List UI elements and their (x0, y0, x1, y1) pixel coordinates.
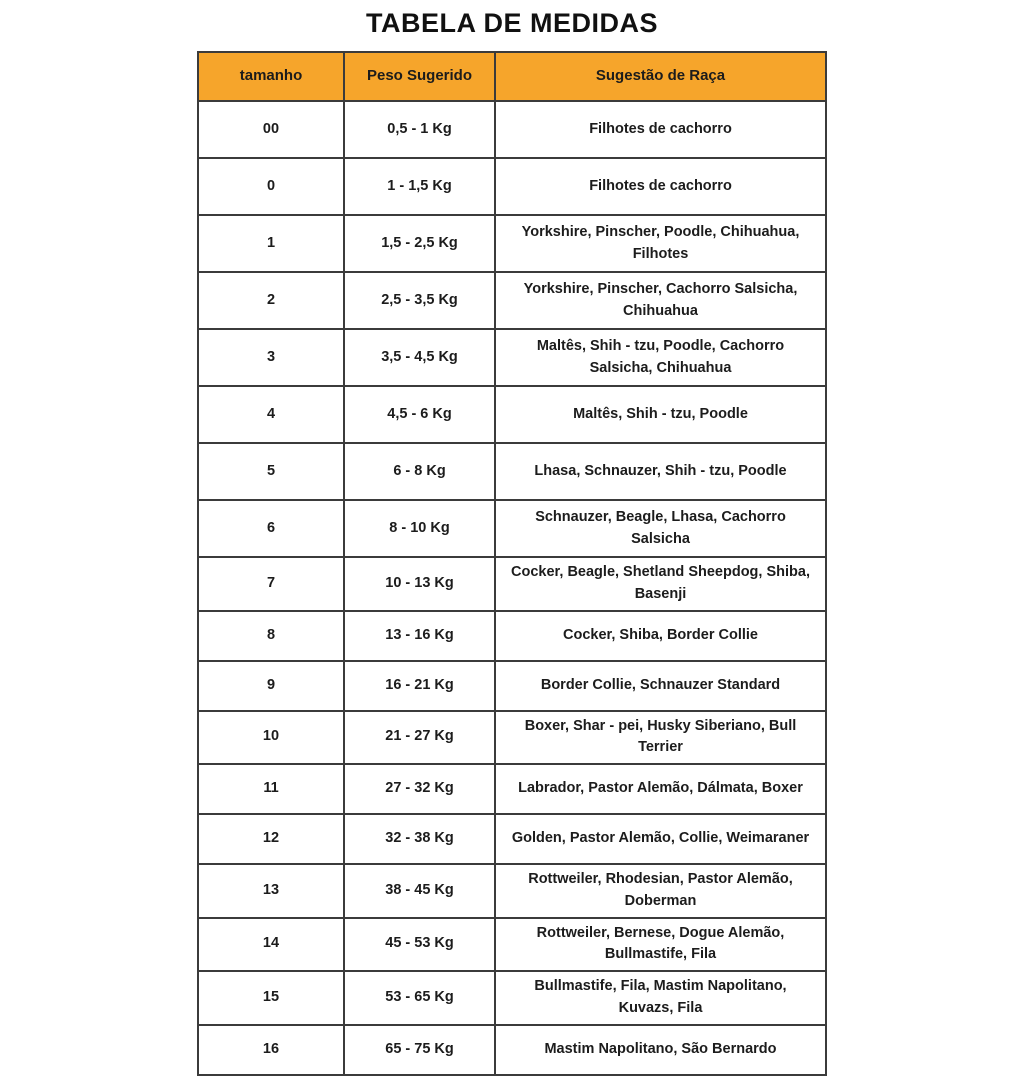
size-cell: 8 (199, 612, 345, 660)
size-cell: 00 (199, 102, 345, 157)
weight-cell: 27 - 32 Kg (345, 765, 496, 813)
weight-cell: 38 - 45 Kg (345, 865, 496, 917)
table-row (199, 917, 825, 971)
table-body (199, 100, 825, 1074)
size-cell: 1 (199, 216, 345, 271)
weight-cell: 21 - 27 Kg (345, 712, 496, 764)
size-cell: 0 (199, 159, 345, 214)
size-cell: 10 (199, 712, 345, 764)
size-cell: 4 (199, 387, 345, 442)
breeds-cell: Bullmastife, Fila, Mastim Napolitano, Kuvazs, Fila (534, 978, 787, 1016)
size-cell: 6 (199, 501, 345, 556)
weight-cell: 3,5 - 4,5 Kg (345, 330, 496, 385)
size-table (197, 51, 827, 1076)
size-cell: 5 (199, 444, 345, 499)
size-cell: 12 (199, 815, 345, 863)
table-row (199, 710, 825, 764)
size-cell: 15 (199, 972, 345, 1024)
table-row (199, 157, 825, 214)
weight-cell: 13 - 16 Kg (345, 612, 496, 660)
weight-cell: 6 - 8 Kg (345, 444, 496, 499)
breeds-cell: Filhotes de cachorro (589, 120, 732, 137)
weight-cell: 65 - 75 Kg (345, 1026, 496, 1074)
page-title: TABELA DE MEDIDAS (366, 8, 658, 38)
breeds-cell: Golden, Pastor Alemão, Collie, Weimaraner (511, 830, 810, 847)
size-cell: 14 (199, 919, 345, 971)
breeds-cell: Schnauzer, Beagle, Lhasa, Cachorro Salsicha (535, 508, 786, 547)
column-header-size: tamanho (199, 53, 345, 100)
table-row (199, 499, 825, 556)
weight-cell: 2,5 - 3,5 Kg (345, 273, 496, 328)
breeds-cell: Border Collie, Schnauzer Standard (540, 676, 781, 693)
size-cell: 7 (199, 558, 345, 610)
size-cell: 3 (199, 330, 345, 385)
breeds-cell: Cocker, Beagle, Shetland Sheepdog, Shiba, Basenji (511, 564, 810, 602)
table-row (199, 763, 825, 813)
breeds-cell: Cocker, Shiba, Border Collie (563, 626, 758, 643)
breeds-cell: Yorkshire, Pinscher, Cachorro Salsicha, Chihuahua (523, 280, 798, 319)
table-row (199, 863, 825, 917)
breeds-cell: Maltês, Shih - tzu, Poodle, Cachorro Salsicha, Chihuahua (536, 337, 785, 376)
table-header-row (199, 53, 825, 100)
weight-cell: 53 - 65 Kg (345, 972, 496, 1024)
weight-cell: 4,5 - 6 Kg (345, 387, 496, 442)
breeds-cell: Mastim Napolitano, São Bernardo (544, 1040, 777, 1057)
size-cell: 9 (199, 662, 345, 710)
table-row (199, 610, 825, 660)
table-row (199, 813, 825, 863)
table-row (199, 385, 825, 442)
column-header-weight: Peso Sugerido (345, 53, 496, 100)
table-row (199, 271, 825, 328)
table-row (199, 970, 825, 1024)
column-header-breeds: Sugestão de Raça (496, 53, 825, 100)
table-row (199, 214, 825, 271)
table-row (199, 442, 825, 499)
size-cell: 13 (199, 865, 345, 917)
breeds-cell: Yorkshire, Pinscher, Poodle, Chihuahua, Filhotes (521, 223, 800, 262)
weight-cell: 0,5 - 1 Kg (345, 102, 496, 157)
breeds-cell: Maltês, Shih - tzu, Poodle (573, 405, 748, 422)
weight-cell: 16 - 21 Kg (345, 662, 496, 710)
size-cell: 16 (199, 1026, 345, 1074)
breeds-cell: Filhotes de cachorro (589, 177, 732, 194)
table-row (199, 660, 825, 710)
size-cell: 11 (199, 765, 345, 813)
weight-cell: 8 - 10 Kg (345, 501, 496, 556)
table-row (199, 556, 825, 610)
table-row (199, 328, 825, 385)
breeds-cell: Boxer, Shar - pei, Husky Siberiano, Bull Terrier (524, 717, 797, 756)
weight-cell: 10 - 13 Kg (345, 558, 496, 610)
size-cell: 2 (199, 273, 345, 328)
weight-cell: 1 - 1,5 Kg (345, 159, 496, 214)
breeds-cell: Lhasa, Schnauzer, Shih - tzu, Poodle (534, 462, 787, 479)
breeds-cell: Rottweiler, Rhodesian, Pastor Alemão, Doberman (528, 871, 793, 909)
weight-cell: 1,5 - 2,5 Kg (345, 216, 496, 271)
table-row (199, 1024, 825, 1074)
table-row (199, 100, 825, 157)
breeds-cell: Labrador, Pastor Alemão, Dálmata, Boxer (518, 780, 803, 797)
breeds-cell: Rottweiler, Bernese, Dogue Alemão, Bullmastife, Fila (536, 924, 785, 963)
weight-cell: 45 - 53 Kg (345, 919, 496, 971)
weight-cell: 32 - 38 Kg (345, 815, 496, 863)
